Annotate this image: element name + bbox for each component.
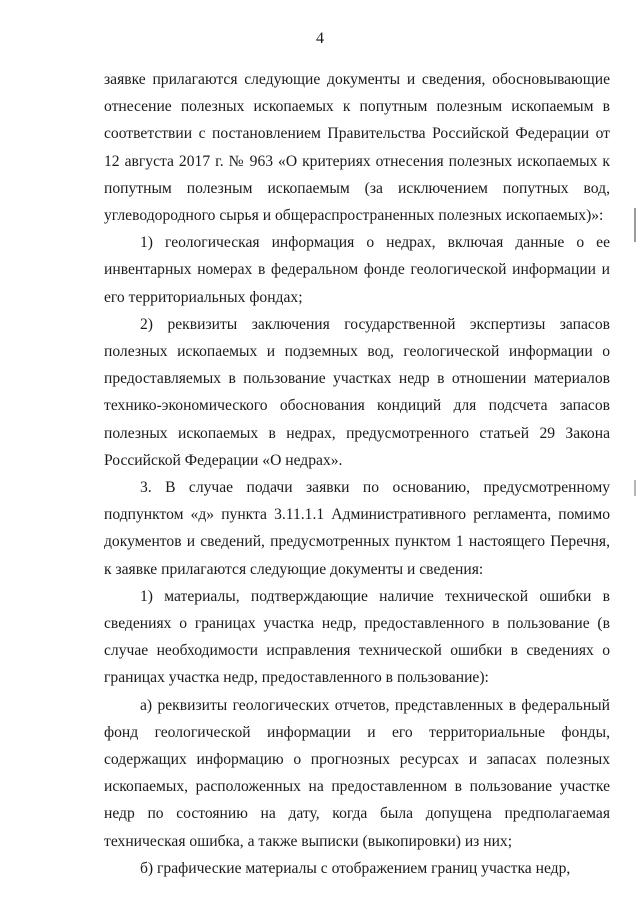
paragraph-item-1-technical-error: 1) материалы, подтверждающие наличие технической ошибки в сведениях о границах участка недр, предоставленного в пользование (в случае необходимости исправления технической ошибки в сведениях о границах участка недр, предоставленного в пользование): (104, 587, 610, 687)
paragraph-item-a-reports: а) реквизиты геологических отчетов, представленных в федеральный фонд геологической информации и его территориальные фонды, содержащих информацию о прогнозных ресурсах и запасах полезных ископаемых, расположенных на предоставленном в пользование участке недр по состоянию на дату, когда была допущена предполагаемая техническая ошибка, а также выписки (выкопировки) из них; (104, 696, 610, 850)
page-number: 4 (316, 30, 324, 47)
paragraph-point-3: 3. В случае подачи заявки по основанию, предусмотренному подпунктом «д» пункта 3.11.1.1 Административного регламента, помимо документов и сведений, предусмотренных пунктом 1 настоящего Перечня, к заявке прилагаются следующие документы и сведения: (104, 479, 610, 578)
paragraph-item-b-graphics: б) графические материалы с отображением границ участка недр, (140, 859, 571, 877)
paragraph-item-2-expertise-details: 2) реквизиты заключения государственной экспертизы запасов полезных ископаемых и подземных вод, геологической информации о предоставляемых в пользование участках недр в отношении материалов технико-экономического обоснования кондиций для подсчета запасов полезных ископаемых в недрах, предусмотренного статьей 29 Закона Российской Федерации «О недрах». (104, 315, 610, 469)
paragraph-continuation: заявке прилагаются следующие документы и сведения, обосновывающие отнесение полезных ископаемых к попутным полезным ископаемым в соответствии с постановлением Правительства Российской Федерации от 12 августа 2017 г. № 963 «О критериях отнесения полезных ископаемых к попутным полезным ископаемым (за исключением попутных вод, углеводородного сырья и общераспространенных полезных ископаемых)»: (104, 71, 610, 225)
scan-margin-mark (634, 208, 636, 242)
paragraph-item-1-geological-info: 1) геологическая информация о недрах, включая данные о ее инвентарных номерах в федеральном фонде геологической информации и его территориальных фондах; (104, 234, 610, 306)
scan-margin-mark (634, 480, 636, 496)
document-body (104, 66, 610, 882)
